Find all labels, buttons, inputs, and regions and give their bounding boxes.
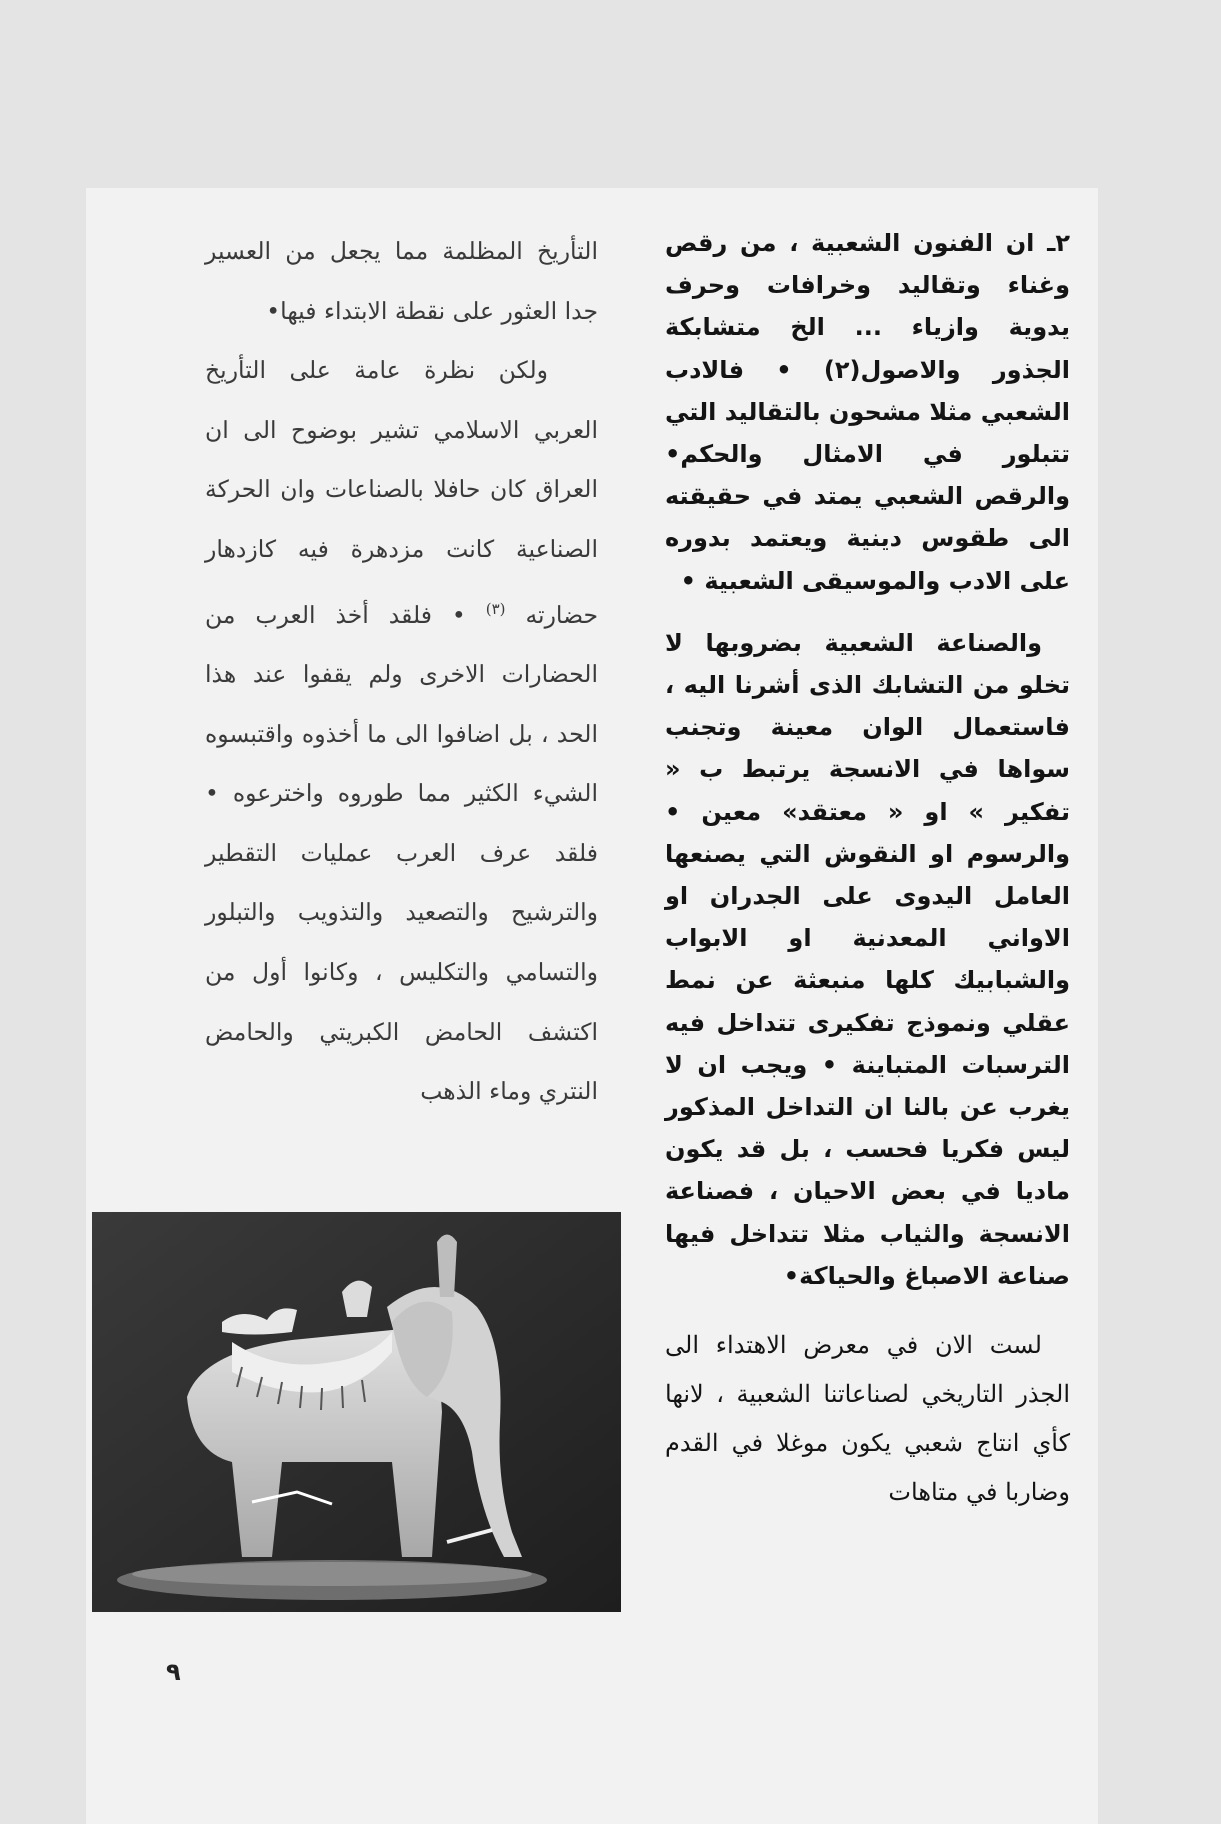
right-paragraph-3: لست الان في معرض الاهتداء الى الجذر التاريخي لصناعاتنا الشعبية ، لانها كأي انتاج شعبي يكون موغلا في القدم وضاربا في متاهات	[665, 1331, 1070, 1507]
left-paragraph-2-cont: • فلقد أخذ العرب من الحضارات الاخرى ولم يقفوا عند هذا الحد ، بل اضافوا الى ما أخذوه واقتبسوه الشيء الكثير مما طوروه واخترعوه • فلقد عرف العرب عمليات التقطير والترشيح والتصعيد والتذويب والتبلور والتسامي والتكليس ، وكانوا أول من اكتشف الحامض الكبريتي والحامض النتري وماء الذهب	[205, 600, 598, 1106]
footnote-ref: (٣)	[485, 599, 506, 618]
right-column	[665, 222, 1070, 1517]
right-paragraph-1: ٢ـ ان الفنون الشعبية ، من رقص وغناء وتقاليد وخرافات وحرف يدوية وازياء ... الخ متشابكة الجذور والاصول(٢) • فالادب الشعبي مثلا مشحون بالتقاليد التي تتبلور في الامثال والحكم• والرقص الشعبي يمتد في حقيقته الى طقوس دينية ويعتمد بدوره على الادب والموسيقى الشعبية •	[665, 229, 1070, 595]
left-paragraph-2	[205, 341, 598, 1122]
left-paragraph-2-text: ولكن نظرة عامة على التأريخ العربي الاسلامي تشير بوضوح الى ان العراق كان حافلا بالصناعات وان الحركة الصناعية كانت مزدهرة فيه كازدهار حضارته	[205, 356, 598, 629]
page-number: ٩	[166, 1658, 181, 1686]
elephant-photo	[92, 1212, 621, 1612]
elephant-figure-illustration	[92, 1212, 621, 1612]
left-column	[205, 222, 598, 1122]
left-paragraph-1: التأريخ المظلمة مما يجعل من العسير جدا العثور على نقطة الابتداء فيها•	[205, 237, 598, 325]
right-paragraph-2: والصناعة الشعبية بضروبها لا تخلو من التشابك الذى أشرنا اليه ، فاستعمال الوان معينة وتجنب سواها في الانسجة يرتبط ب « تفكير » او « معتقد» معين • والرسوم او النقوش التي يصنعها العامل اليدوى على الجدران او الاواني المعدنية او الابواب والشبابيك كلها منبعثة عن نمط عقلي ونموذج تفكيرى تتداخل فيه الترسبات المتباينة • ويجب ان لا يغرب عن بالنا ان التداخل المذكور ليس فكريا فحسب ، بل قد يكون ماديا في بعض الاحيان ، فصناعة الانسجة والثياب مثلا تتداخل فيها صناعة الاصباغ والحياكة•	[665, 628, 1070, 1290]
